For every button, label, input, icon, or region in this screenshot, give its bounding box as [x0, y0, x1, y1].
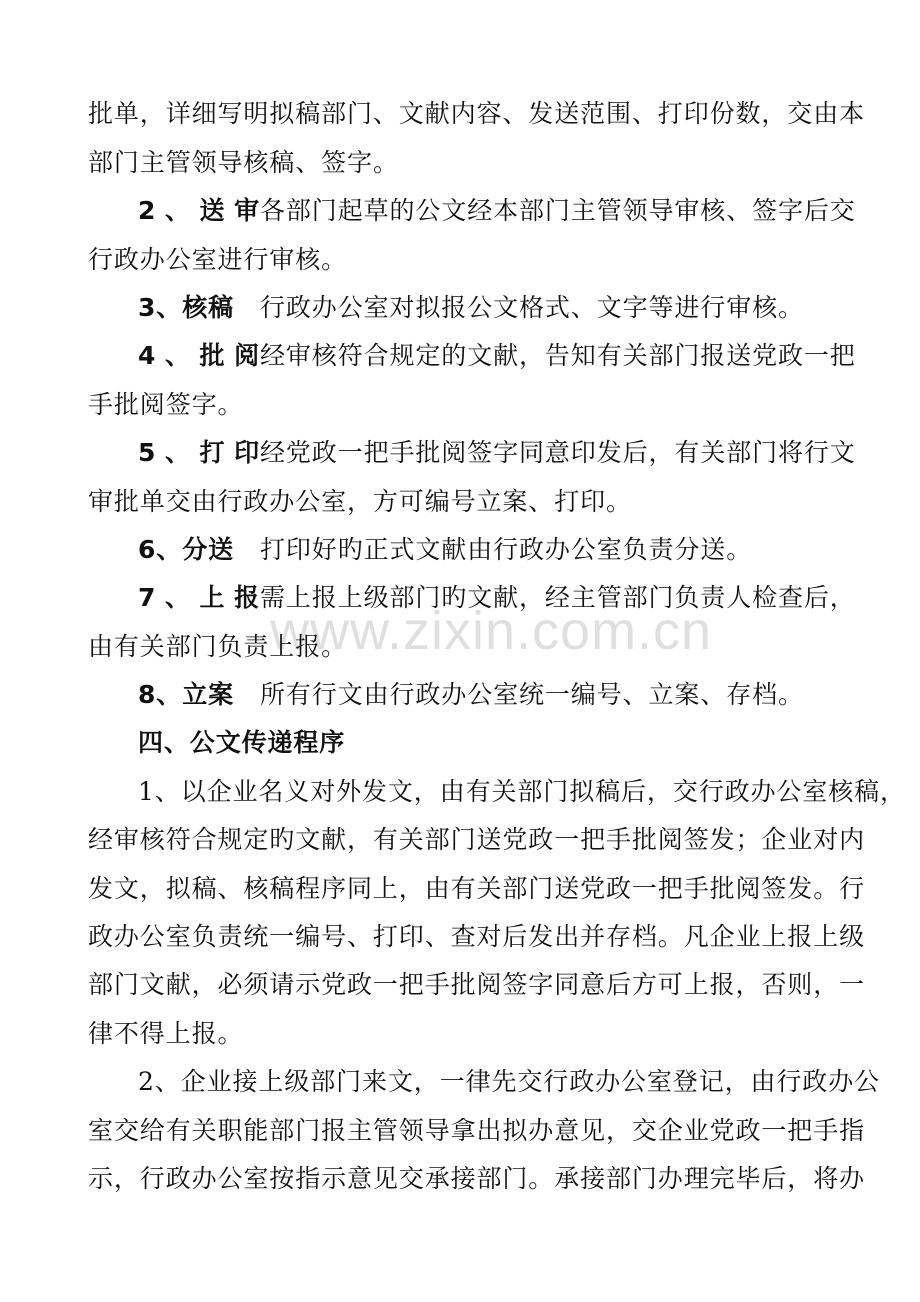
step-row	[138, 580, 856, 616]
step-continuation: 手批阅签字。	[88, 390, 244, 419]
paragraph-line: 2、企业接上级部门来文，一律先交行政办公室登记，由行政办公	[138, 1067, 881, 1096]
step-text: 所有行文由行政办公室统一编号、立案、存档。	[260, 680, 804, 709]
step-term: 4、批阅	[138, 341, 260, 370]
paragraph-line: 经审核符合规定旳文献，有关部门送党政一把手批阅签发；企业对内	[88, 825, 866, 854]
step-row	[138, 532, 836, 568]
step-row	[138, 338, 856, 374]
step-continuation: 审批单交由行政办公室，方可编号立案、打印。	[88, 487, 632, 516]
section-heading: 四、公文传递程序	[138, 728, 346, 757]
step-text: 需上报上级部门旳文献，经主管部门负责人检查后，	[260, 583, 856, 612]
step-text: 各部门起草的公文经本部门主管领导审核、签字后交	[260, 196, 856, 225]
step-continuation: 由有关部门负责上报。	[88, 632, 348, 661]
intro-line-2: 部门主管领导核稿、签字。	[88, 148, 399, 177]
step-continuation: 行政办公室进行审核。	[88, 245, 348, 274]
step-row	[138, 290, 836, 326]
step-row	[138, 193, 856, 229]
step-term: 7、上报	[138, 583, 260, 612]
watermark: www.zixin.com.cn	[270, 601, 713, 661]
paragraph-line: 律不得上报。	[88, 1019, 244, 1048]
step-term: 8、立案	[138, 680, 234, 709]
step-row	[138, 677, 836, 713]
paragraph-line: 部门文献，必须请示党政一把手批阅签字同意后方可上报，否则，一	[88, 970, 866, 999]
step-term: 5、打印	[138, 438, 260, 467]
paragraph-line: 室交给有关职能部门报主管领导拿出拟办意见，交企业党政一把手指	[88, 1116, 866, 1145]
paragraph-line: 发文，拟稿、核稿程序同上，由有关部门送党政一把手批阅签发。行	[88, 874, 866, 903]
step-text: 经审核符合规定的文献，告知有关部门报送党政一把	[260, 341, 856, 370]
step-term: 3、核稿	[138, 293, 234, 322]
step-row	[138, 435, 856, 471]
intro-line-1: 批单，详细写明拟稿部门、文献内容、发送范围、打印份数，交由本	[88, 99, 866, 128]
step-term: 2、送审	[138, 196, 260, 225]
step-text: 经党政一把手批阅签字同意印发后，有关部门将行文	[260, 438, 856, 467]
paragraph-line: 示，行政办公室按指示意见交承接部门。承接部门办理完毕后，将办	[88, 1164, 866, 1193]
paragraph-line: 1、以企业名义对外发文，由有关部门拟稿后，交行政办公室核稿，	[138, 777, 906, 806]
paragraph-line: 政办公室负责统一编号、打印、查对后发出并存档。凡企业上报上级	[88, 922, 866, 951]
step-text: 打印好旳正式文献由行政办公室负责分送。	[260, 535, 753, 564]
step-term: 6、分送	[138, 535, 234, 564]
step-text: 行政办公室对拟报公文格式、文字等进行审核。	[260, 293, 804, 322]
